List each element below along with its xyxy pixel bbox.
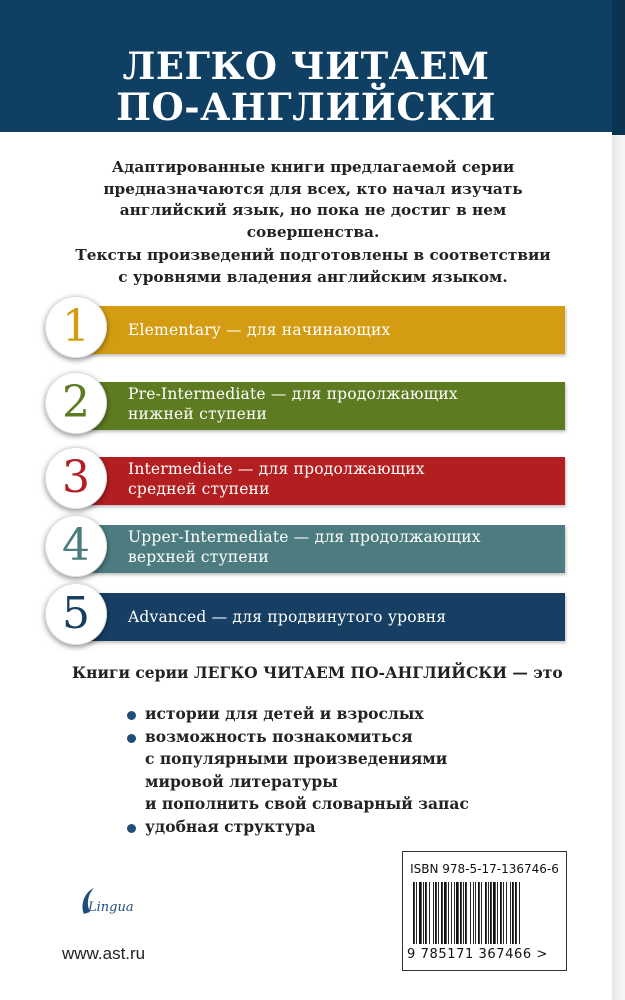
level-number: 1 [62,301,90,352]
level-label-line1: Pre-Intermediate — для продолжающих [128,385,458,403]
feature-list [125,703,525,838]
level-number: 4 [62,520,90,571]
barcode-bar [429,882,430,944]
level-number-badge [45,515,107,577]
barcode-bar [438,882,439,944]
barcode-digits: 9 785171 367466 > [407,947,549,962]
barcode-bar [470,882,471,944]
feature-text: возможность познакомиться [145,726,413,746]
barcode-bar [425,882,427,944]
barcode-bar [497,882,498,944]
level-number-badge [45,296,107,358]
barcode-bar [416,882,417,944]
barcode-bar [503,882,504,944]
series-header [0,0,612,132]
barcode-bar [460,882,462,944]
barcode-bar [444,882,447,944]
level-number: 5 [62,588,90,639]
spine-edge [612,135,625,1000]
barcode-bar [448,882,449,944]
barcode-bar [433,882,434,944]
barcode-bar [506,882,507,944]
barcode-bar [435,882,437,944]
barcode-bar [465,882,467,944]
feature-text: удобная структура [145,816,316,836]
isbn-barcode-box [402,851,567,971]
level-label [128,607,559,627]
website-url: www.ast.ru [62,944,146,963]
barcode-bar [515,882,517,944]
intro-p1-line: английский язык, но пока не достиг в нем [119,201,507,219]
level-label-line1: Advanced — для продвинутого уровня [128,608,447,626]
level-3 [45,447,565,513]
barcode-bar [500,882,502,944]
logo-text: Lingua [88,900,134,915]
series-statement: Книги серии ЛЕГКО ЧИТАЕМ ПО-АНГЛИЙСКИ — это [72,663,563,682]
level-label [128,320,559,340]
level-label [128,459,559,499]
intro-p1-line: Адаптированные книги предлагаемой серии [111,158,515,176]
level-label [128,527,559,567]
intro-p2-line: с уровнями владения английским языком. [118,267,508,286]
intro-p1-line: предназначаются для всех, кто начал изучать [103,179,523,198]
feature-item [125,703,525,726]
lingua-logo [74,884,134,920]
barcode-bar [451,882,452,944]
level-label-line1: Elementary — для начинающих [128,321,391,339]
barcode-bar [510,882,511,944]
feature-text: и пополнить свой словарный запас [145,794,469,813]
level-number: 2 [62,377,90,428]
barcode-bar [413,882,415,944]
feature-text: истории для детей и взрослых [145,704,424,723]
feature-text: с популярными произведениями [145,749,448,768]
intro-p2-line: Тексты произведений подготовлены в соответствии [75,246,551,264]
intro-p1-line: совершенства. [246,222,380,241]
level-1 [45,296,565,362]
barcode-bar [519,882,520,944]
level-label [128,384,559,424]
barcode-bar [478,882,480,944]
bullet-dot-icon [127,734,136,743]
level-number-badge [45,372,107,434]
level-label-line1: Upper-Intermediate — для продолжающих [128,528,481,546]
isbn-label: ISBN 978-5-17-136746-6 [410,862,559,876]
bullet-dot-icon [127,824,136,833]
barcode-bar [441,882,443,944]
barcode-bar [473,882,474,944]
feature-text: мировой литературы [145,771,338,791]
barcode-bar [512,882,514,944]
feature-item [125,816,525,839]
intro-paragraph-1 [68,157,558,243]
barcode [411,882,558,948]
barcode-bar [423,882,424,944]
intro-paragraph-2 [68,245,558,288]
series-title-line2: ПО-АНГЛИЙСКИ [116,85,496,129]
feature-item [125,726,525,816]
barcode-bar [488,882,489,944]
barcode-bar [485,882,487,944]
barcode-bar [475,882,476,944]
spine-blue-edge [612,0,625,135]
level-number-badge [45,583,107,645]
level-label-line1: Intermediate — для продолжающих [128,460,425,478]
level-label-line2: нижней ступени [128,405,268,423]
level-5 [45,583,565,649]
level-label-line2: верхней ступени [128,548,269,566]
barcode-bar [463,882,464,944]
barcode-bar [490,882,492,944]
barcode-bar [456,882,459,944]
level-number-badge [45,447,107,509]
level-2 [45,372,565,438]
series-title-line1: ЛЕГКО ЧИТАЕМ [122,44,490,88]
level-label-line2: средней ступени [128,480,270,498]
barcode-bar [454,882,455,944]
barcode-bar [419,882,422,944]
level-4 [45,515,565,581]
bullet-dot-icon [127,711,136,720]
barcode-bar [481,882,482,944]
level-number: 3 [62,452,90,503]
barcode-bar [493,882,496,944]
